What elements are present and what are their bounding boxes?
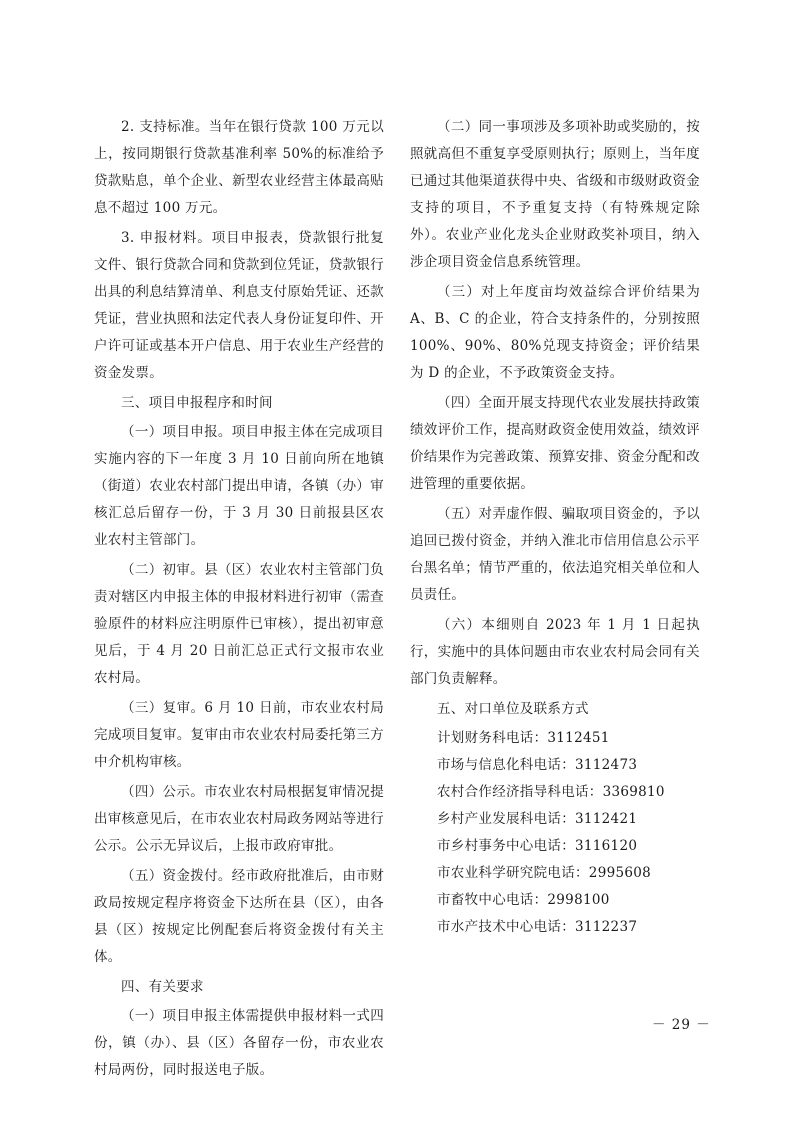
right-column <box>410 114 700 941</box>
paragraph-requirement-6: （六）本细则自 2023 年 1 月 1 日起执行，实施中的具体问题由市农业农村局会同有关部门负责解释。 <box>410 617 700 687</box>
paragraph-requirement-5: （五）对弄虚作假、骗取项目资金的，予以追回已拨付资金，并纳入淮北市信用信息公示平台黑名单；情节严重的，依法追究相关单位和人员责任。 <box>410 506 700 603</box>
contact-item: 市畜牧中心电话：2998100 <box>437 892 610 908</box>
left-column <box>94 114 384 1087</box>
contact-list <box>410 725 700 941</box>
section-heading-contacts: 五、对口单位及联系方式 <box>437 701 589 717</box>
contact-item: 乡村产业发展科电话：3112421 <box>437 811 638 827</box>
paragraph-application-materials: 3. 申报材料。项目申报表，贷款银行批复文件、银行贷款合同和贷款到位凭证，贷款银行出具的利息结算清单、利息支付原始凭证、还款凭证，营业执照和法定代表人身份证复印件、开户许可证或基本开户信息、用于农业生产经营的资金发票。 <box>94 230 384 381</box>
paragraph-requirement-4: （四）全面开展支持现代农业发展扶持政策绩效评价工作，提高财政资金使用效益，绩效评价结果作为完善政策、预算安排、资金分配和改进管理的重要依据。 <box>410 395 700 492</box>
section-heading-requirements: 四、有关要求 <box>121 979 204 995</box>
paragraph-requirement-1: （一）项目申报主体需提供申报材料一式四份，镇（办）、县（区）各留存一份，市农业农村局两份，同时报送电子版。 <box>94 1008 384 1078</box>
paragraph-re-review: （三）复审。6 月 10 日前，市农业农村局完成项目复审。复审由市农业农村局委托第三方中介机构审核。 <box>94 700 384 770</box>
paragraph-public-notice: （四）公示。市农业农村局根据复审情况提出审核意见后，在市农业农村局政务网站等进行公示。公示无异议后，上报市政府审批。 <box>94 784 384 854</box>
page-number: － 29 － <box>652 1017 711 1033</box>
paragraph-requirement-3: （三）对上年度亩均效益综合评价结果为 A、B、C 的企业，符合支持条件的，分别按照 100%、90%、80%兑现支持资金；评价结果为 D 的企业，不予政策资金支持。 <box>410 284 700 381</box>
paragraph-support-standard: 2. 支持标准。当年在银行贷款 100 万元以上，按同期银行贷款基准利率 50%的标准给予贷款贴息，单个企业、新型农业经营主体最高贴息不超过 100 万元。 <box>94 119 384 216</box>
section-heading-procedure: 三、项目申报程序和时间 <box>121 395 273 411</box>
contact-item: 市场与信息化科电话：3112473 <box>437 757 638 773</box>
contact-item: 市农业科学研究院电话：2995608 <box>437 865 652 881</box>
contact-item: 计划财务科电话：3112451 <box>437 730 610 746</box>
contact-item: 农村合作经济指导科电话：3369810 <box>437 784 665 800</box>
contact-item: 市乡村事务中心电话：3116120 <box>437 838 638 854</box>
paragraph-project-application: （一）项目申报。项目申报主体在完成项目实施内容的下一年度 3 月 10 日前向所在地镇（街道）农业农村部门提出申请，各镇（办）审核汇总后留存一份，于 3 月 30 日前报县区农业农村主管部门。 <box>94 424 384 548</box>
paragraph-requirement-2: （二）同一事项涉及多项补助或奖励的，按照就高但不重复享受原则执行；原则上，当年度已通过其他渠道获得中央、省级和市级财政资金支持的项目，不予重复支持（有特殊规定除外）。农业产业化龙头企业财政奖补项目，纳入涉企项目资金信息系统管理。 <box>410 119 700 270</box>
paragraph-initial-review: （二）初审。县（区）农业农村主管部门负责对辖区内申报主体的申报材料进行初审（需查验原件的材料应注明原件已审核），提出初审意见后，于 4 月 20 日前汇总正式行文报市农业农村局。 <box>94 562 384 686</box>
paragraph-fund-allocation: （五）资金拨付。经市政府批准后，由市财政局按规定程序将资金下达所在县（区），由各县（区）按规定比例配套后将资金拨付有关主体。 <box>94 868 384 965</box>
contact-item: 市水产技术中心电话：3112237 <box>437 919 638 935</box>
